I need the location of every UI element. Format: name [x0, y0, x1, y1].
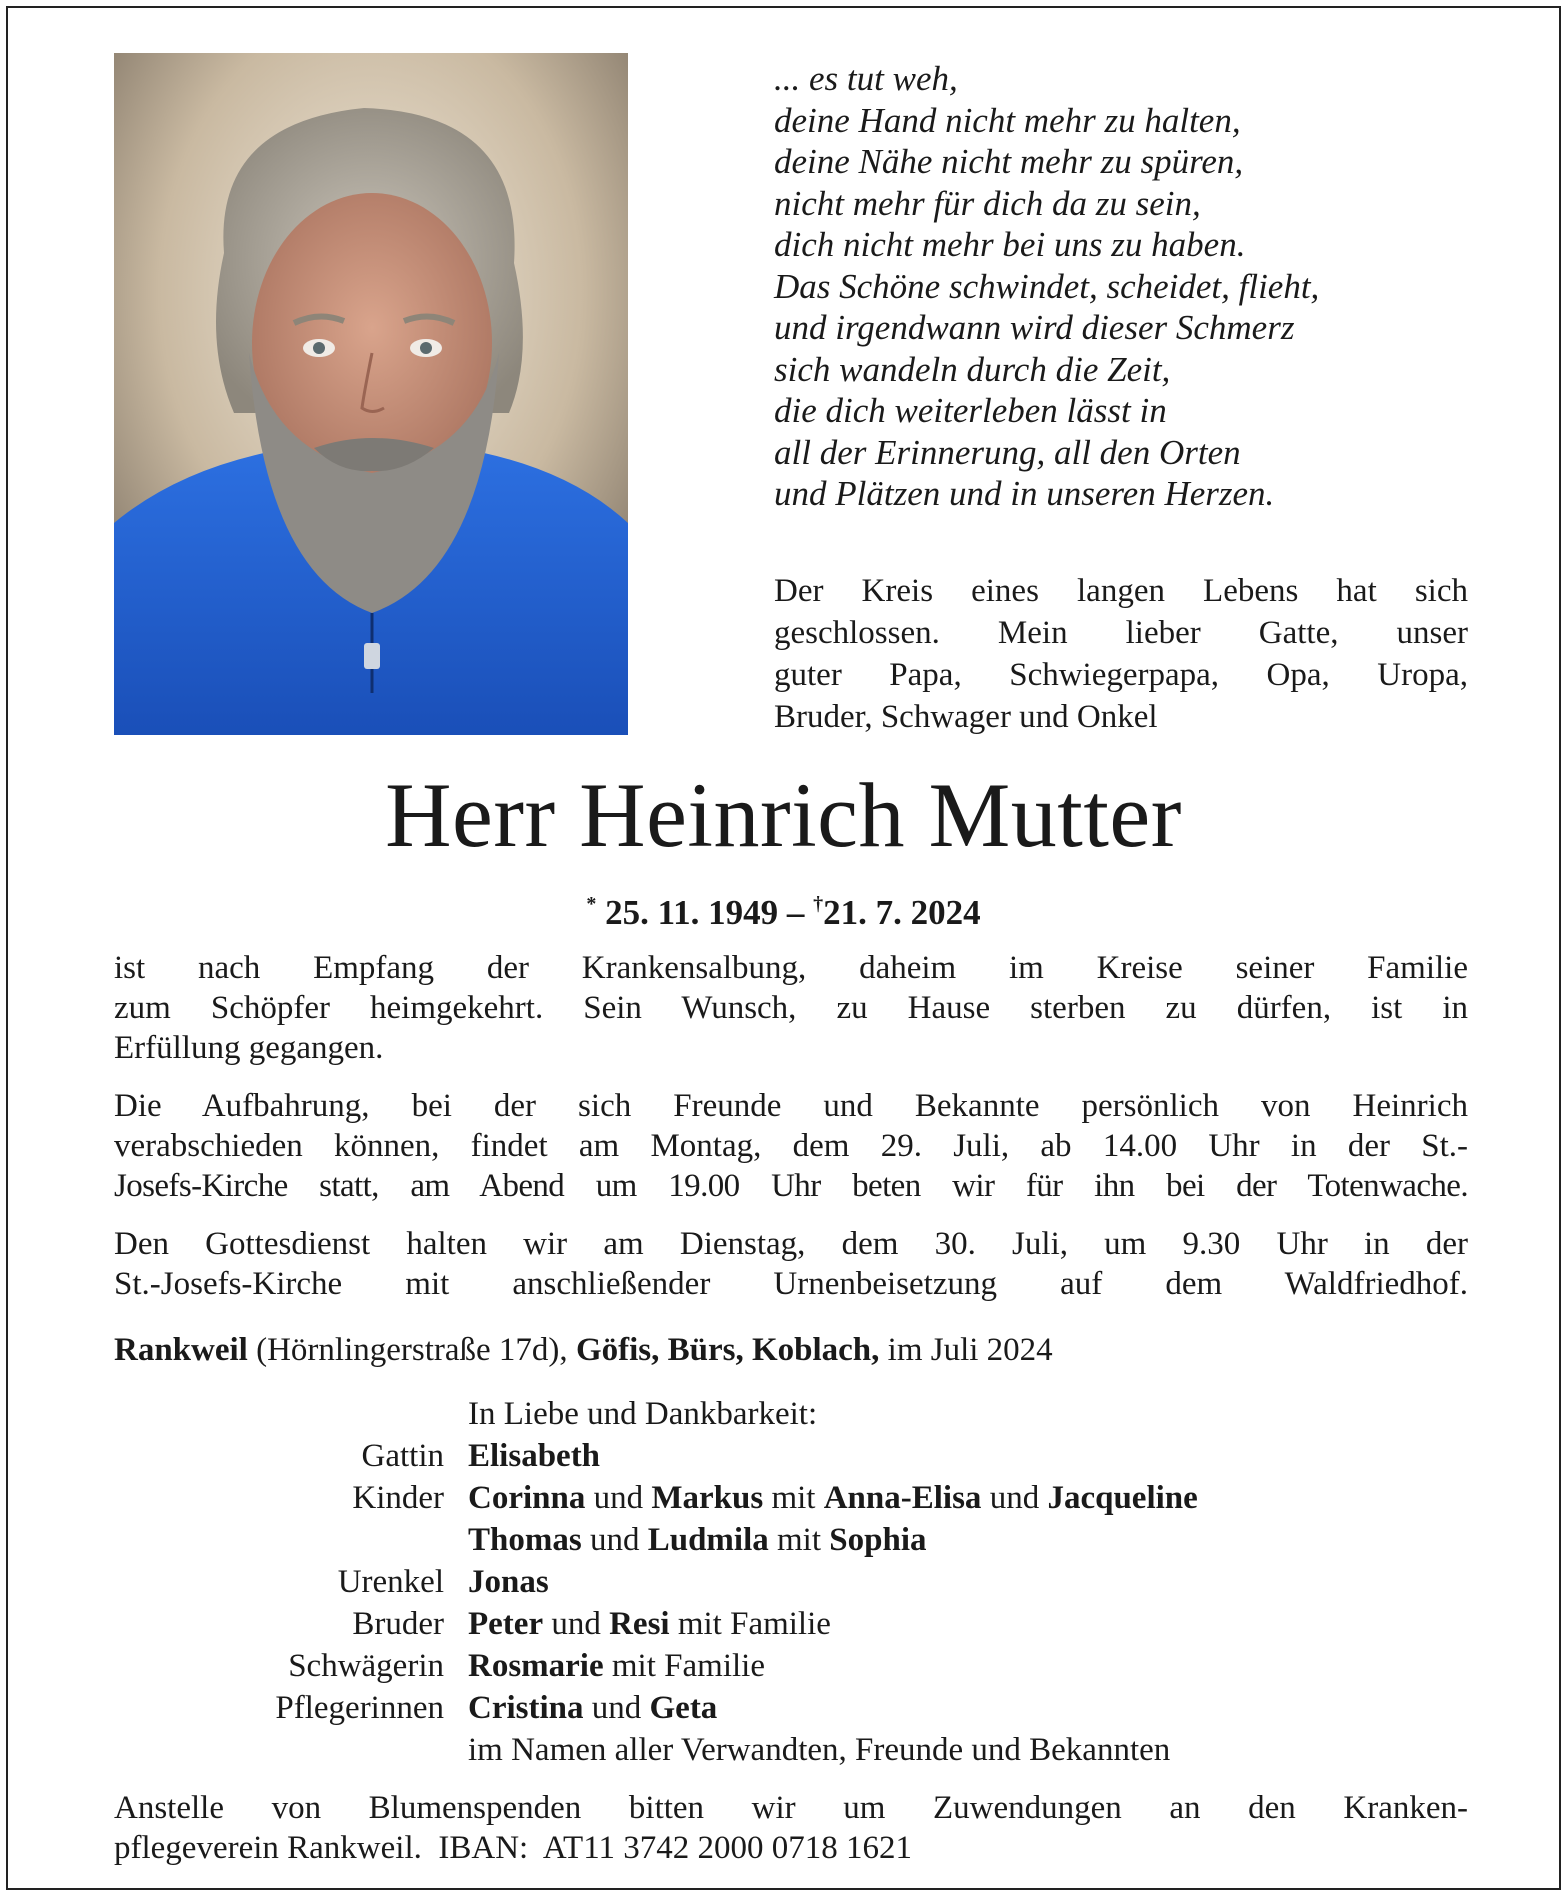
birth-symbol: * [586, 893, 597, 915]
donation-line: pflegeverein Rankweil. IBAN: AT11 3742 2000 0718 1621 [114, 1830, 912, 1866]
paragraph-viewing [114, 1086, 1468, 1206]
paragraph-line: ist nach Empfang der Krankensalbung, daheim im Kreise seiner Familie [114, 950, 1468, 986]
connector: mit [763, 1480, 824, 1516]
donation-note [114, 1788, 1468, 1868]
family-row [114, 1603, 1468, 1645]
poem-line: deine Nähe nicht mehr zu spüren, [774, 142, 1244, 181]
family-name: Geta [649, 1690, 718, 1726]
poem-line: deine Hand nicht mehr zu halten, [774, 100, 1241, 140]
portrait-photo [114, 53, 628, 735]
relation-label: Kinder [352, 1480, 444, 1516]
family-row [114, 1519, 1468, 1561]
poem-line: all der Erinnerung, all den Orten [774, 432, 1241, 472]
connector: und [581, 1522, 648, 1558]
relation-label: Gattin [361, 1438, 444, 1474]
connector: mit Familie [669, 1606, 831, 1642]
connector: und [585, 1480, 652, 1516]
intro-line: Der Kreis eines langen Lebens hat sich [774, 573, 1468, 609]
poem-line: und irgendwann wird dieser Schmerz [774, 308, 1295, 347]
death-symbol: † [813, 893, 824, 915]
life-dates [8, 882, 1559, 935]
intro-line: geschlossen. Mein lieber Gatte, unser [774, 615, 1468, 651]
paragraph-line: verabschieden können, findet am Montag, dem 29. Juli, ab 14.00 Uhr in der St.- [114, 1128, 1468, 1164]
intro-line: guter Papa, Schwiegerpapa, Opa, Uropa, [774, 657, 1468, 693]
place-others: Göfis, Bürs, Koblach, [575, 1332, 880, 1368]
connector: und [583, 1690, 650, 1726]
family-name: Sophia [829, 1522, 927, 1558]
place-and-date [114, 1330, 1468, 1370]
portrait-photo-icon [114, 53, 628, 735]
birth-date: 25. 11. 1949 [605, 893, 779, 932]
paragraph-line: St.-Josefs-Kirche mit anschließender Urnenbeisetzung auf dem Waldfriedhof. [114, 1266, 1468, 1302]
family-name: Markus [651, 1480, 764, 1516]
paragraph-line: Erfüllung gegangen. [114, 1030, 384, 1066]
relation-label: Bruder [352, 1606, 444, 1642]
paragraph-line: zum Schöpfer heimgekehrt. Sein Wunsch, zu Hause sterben zu dürfen, ist in [114, 990, 1468, 1026]
family-row [114, 1477, 1468, 1519]
place-address: (Hörnlingerstraße 17d), [247, 1332, 576, 1368]
paragraph-line: Den Gottesdienst halten wir am Dienstag, dem 30. Juli, um 9.30 Uhr in der [114, 1226, 1468, 1262]
obituary-notice [6, 6, 1561, 1890]
family-name: Ludmila [647, 1522, 769, 1558]
family-name: Jonas [468, 1564, 549, 1600]
paragraph-line: Die Aufbahrung, bei der sich Freunde und Bekannte persönlich von Heinrich [114, 1088, 1468, 1124]
family-heading: In Liebe und Dankbarkeit: [468, 1396, 818, 1432]
connector: und [543, 1606, 610, 1642]
connector: mit [768, 1522, 830, 1558]
family-row [114, 1687, 1468, 1729]
poem-line: sich wandeln durch die Zeit, [774, 349, 1171, 389]
family-name: Elisabeth [468, 1438, 601, 1474]
family-row [114, 1645, 1468, 1687]
family-name: Resi [609, 1606, 670, 1642]
poem-line: Das Schöne schwindet, scheidet, flieht, [774, 266, 1320, 306]
family-name: Thomas [468, 1522, 582, 1558]
donation-line: Anstelle von Blumenspenden bitten wir um Zuwendungen an den Kranken- [114, 1790, 1468, 1826]
relation-label: Schwägerin [288, 1648, 444, 1684]
poem-line: ... es tut weh, [774, 59, 958, 98]
family-closing: im Namen aller Verwandten, Freunde und Bekannten [468, 1732, 1171, 1768]
paragraph-passing [114, 948, 1468, 1068]
paragraph-service [114, 1224, 1468, 1304]
intro-text [774, 570, 1468, 738]
family-name: Corinna [468, 1480, 586, 1516]
date-separator: – [786, 893, 805, 932]
connector: und [981, 1480, 1048, 1516]
family-name: Jacqueline [1047, 1480, 1198, 1516]
family-row [114, 1435, 1468, 1477]
paragraph-line: Josefs-Kirche statt, am Abend um 19.00 Uhr beten wir für ihn bei der Totenwache. [114, 1168, 1468, 1204]
intro-line: Bruder, Schwager und Onkel [774, 699, 1158, 735]
relation-label: Urenkel [337, 1564, 444, 1600]
family-list [114, 1393, 1468, 1771]
family-name: Cristina [468, 1690, 584, 1726]
place-town: Rankweil [114, 1332, 248, 1368]
relation-label: Pflegerinnen [275, 1690, 444, 1726]
poem-line: nicht mehr für dich da zu sein, [774, 183, 1201, 223]
deceased-name: Herr Heinrich Mutter [385, 764, 1182, 866]
family-name: Anna-Elisa [823, 1480, 982, 1516]
family-row [114, 1561, 1468, 1603]
family-name: Rosmarie [468, 1648, 604, 1684]
death-date: 21. 7. 2024 [823, 893, 981, 932]
connector: mit Familie [603, 1648, 765, 1684]
poem [774, 58, 1474, 515]
poem-line: die dich weiterleben lässt in [774, 391, 1167, 430]
poem-line: und Plätzen und in unseren Herzen. [774, 474, 1275, 513]
place-date: im Juli 2024 [879, 1332, 1053, 1368]
poem-line: dich nicht mehr bei uns zu haben. [774, 225, 1246, 264]
family-name: Peter [468, 1606, 544, 1642]
